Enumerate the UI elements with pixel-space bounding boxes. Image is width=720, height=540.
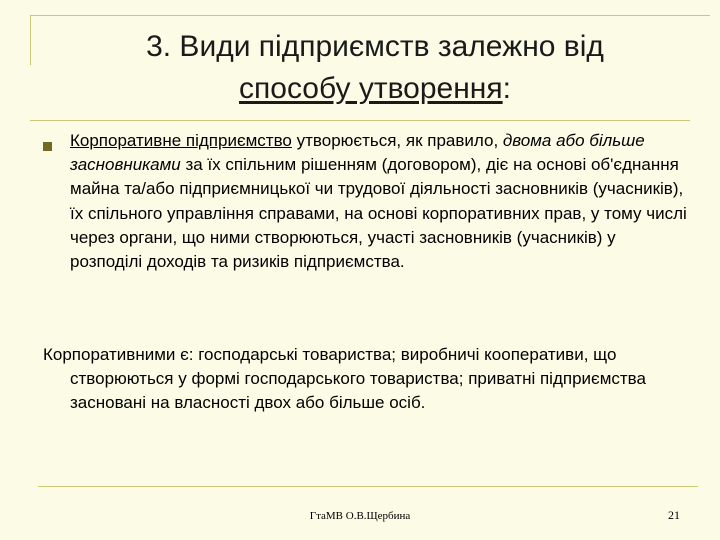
bullet-term: Корпоративне підприємство	[70, 131, 292, 150]
frame-left-line	[30, 15, 31, 65]
corporate-list-paragraph: Корпоративними є: господарські товариства; виробничі кооперативи, що створюються у формі господарського товариства; приватні підприємства засновані на власності двох або більше осіб.	[43, 345, 646, 413]
title-underlined-phrase: способу утворення	[239, 72, 503, 105]
bullet-italic-phrase: двома або більше засновниками	[70, 131, 645, 175]
footer-divider-line	[38, 486, 698, 487]
bullet-paragraph	[70, 129, 692, 274]
frame-top-line	[30, 15, 710, 16]
title-line-1: 3. Види підприємств залежно від	[146, 30, 604, 63]
bullet-text-after-term: утворюється, як правило,	[291, 131, 503, 150]
footer-author: ГтаМВ О.В.Щербина	[309, 510, 411, 522]
title-divider-line	[30, 120, 690, 121]
slide-title	[60, 26, 690, 110]
bullet-rest: за їх спільним рішенням (договором), діє на основі об'єднання майна та/або підприємницької чи трудової діяльності засновників (учасників), їх спільного управління справами, на основі корпоративних прав, у тому числі через органи, що ними створюються, участі засновників (учасників) у розподілі доходів та ризиків підприємства.	[70, 155, 687, 272]
square-bullet-icon	[43, 142, 52, 151]
title-line-2	[60, 68, 690, 110]
title-suffix: :	[502, 72, 511, 105]
page-number: 21	[668, 508, 680, 522]
